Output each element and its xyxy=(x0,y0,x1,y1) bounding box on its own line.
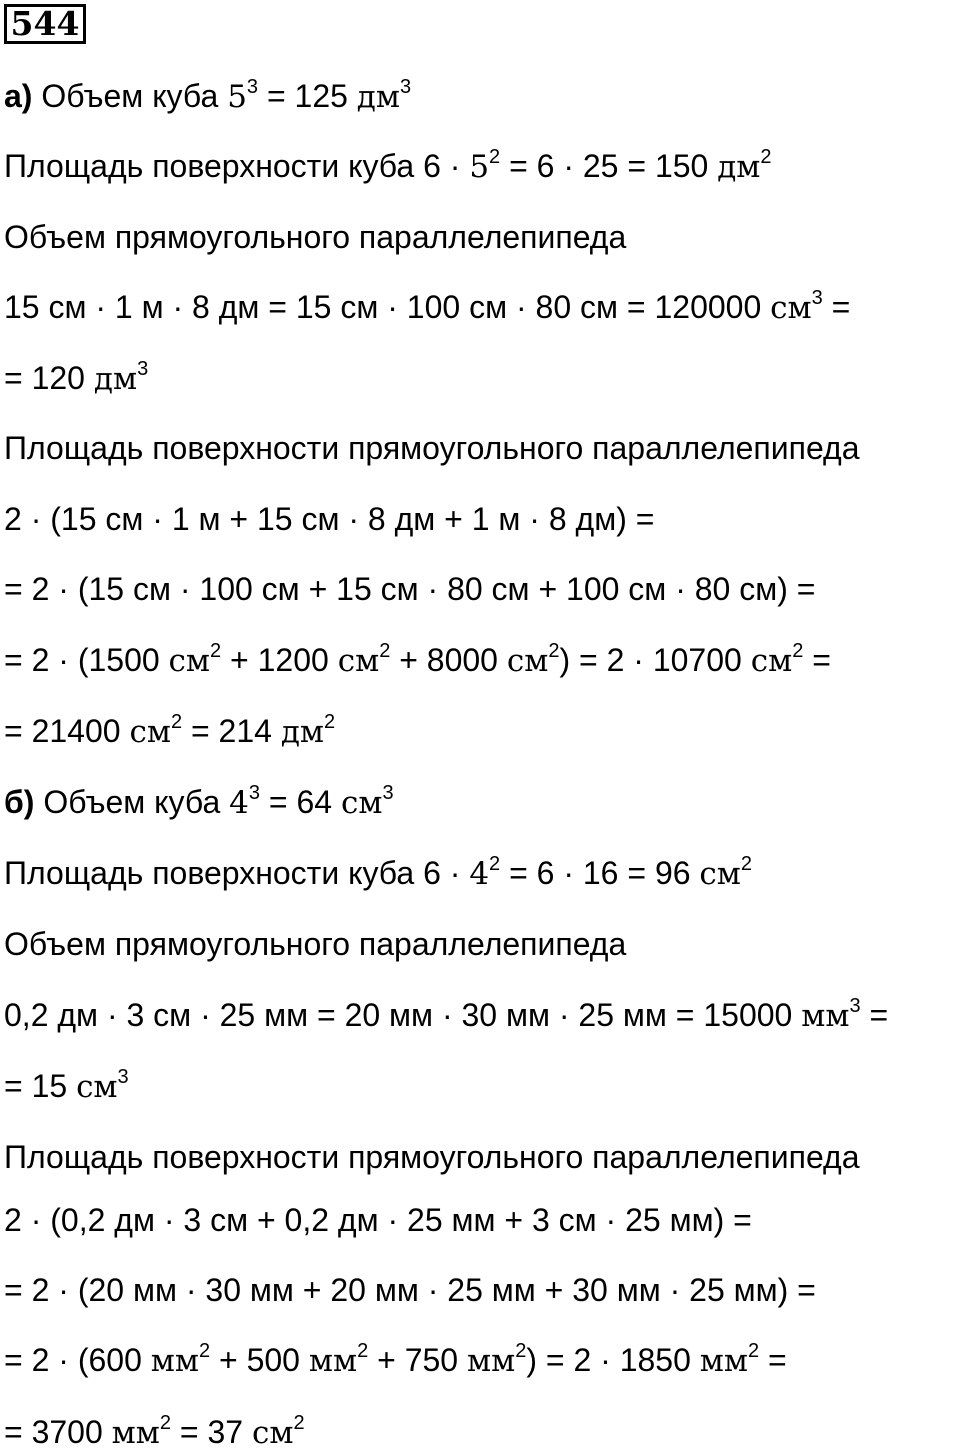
exponent: 2 xyxy=(740,853,753,875)
exponent: 2 xyxy=(357,1340,369,1362)
text: Объем куба xyxy=(43,784,230,820)
exponent: 3 xyxy=(117,1066,129,1088)
part-b-box-volume-line2 xyxy=(4,1066,129,1107)
math-base: 5 xyxy=(469,149,490,185)
text: = 64 xyxy=(260,784,341,820)
exponent: 2 xyxy=(489,146,501,168)
unit: мм xyxy=(801,998,850,1034)
text: = 2 · (600 xyxy=(4,1342,151,1378)
part-a-box-volume-line2 xyxy=(4,358,148,399)
exponent: 3 xyxy=(382,782,394,804)
text: = 6 · 25 = 150 xyxy=(500,148,718,184)
math-base: 4 xyxy=(469,856,490,892)
problem-number: 544 xyxy=(4,4,86,44)
text: = 6 · 16 = 96 xyxy=(500,855,700,891)
exponent: 2 xyxy=(379,640,391,662)
part-a-box-area-heading: Площадь поверхности прямоугольного параллелепипеда xyxy=(4,430,860,466)
part-b-box-volume-line1 xyxy=(4,995,888,1036)
exponent: 3 xyxy=(849,995,861,1017)
exponent: 3 xyxy=(811,287,823,309)
text: + 1200 xyxy=(221,642,338,678)
part-a-label: а) xyxy=(4,78,33,114)
exponent: 2 xyxy=(159,1412,172,1434)
text: = xyxy=(759,1342,787,1378)
text: = 125 xyxy=(258,78,357,114)
text: = 3700 xyxy=(4,1414,112,1450)
text: 15 см · 1 м · 8 дм = 15 см · 100 см · 80 см = 120000 xyxy=(4,289,771,325)
part-a-box-area-line1: 2 · (15 см · 1 м + 15 см · 8 дм + 1 м · 8 дм) = xyxy=(4,501,655,537)
unit: см xyxy=(699,856,741,892)
text: Площадь поверхности куба 6 · xyxy=(4,855,470,891)
exponent: 2 xyxy=(748,1340,760,1362)
unit: см xyxy=(76,1069,118,1105)
unit: мм xyxy=(699,1343,748,1379)
part-a-box-area-line4 xyxy=(4,711,335,752)
exponent: 2 xyxy=(210,640,222,662)
exponent: 2 xyxy=(293,1412,305,1434)
part-b-box-area-line3 xyxy=(4,1340,787,1381)
unit: см xyxy=(337,643,380,679)
exponent: 2 xyxy=(792,640,804,662)
exponent: 3 xyxy=(248,782,261,804)
part-a-box-area-line2: = 2 · (15 см · 100 см + 15 см · 80 см + 100 см · 80 см) = xyxy=(4,571,816,607)
text: = 2 · (1500 xyxy=(4,642,169,678)
exponent: 2 xyxy=(760,146,772,168)
part-a-box-volume-heading: Объем прямоугольного параллелепипеда xyxy=(4,219,627,255)
unit: см xyxy=(168,643,211,679)
unit: см xyxy=(506,643,549,679)
exponent: 3 xyxy=(246,76,259,98)
part-a-cube-area xyxy=(4,146,772,187)
text: = xyxy=(803,642,831,678)
part-b-box-area-line2: = 2 · (20 мм · 30 мм + 20 мм · 25 мм + 30 мм · 25 мм) = xyxy=(4,1272,816,1308)
unit: см xyxy=(770,290,812,326)
text: = xyxy=(822,289,851,325)
unit: мм xyxy=(466,1343,516,1379)
part-b-box-area-heading: Площадь поверхности прямоугольного параллелепипеда xyxy=(4,1139,860,1175)
math-base: 5 xyxy=(227,79,247,115)
text: + 750 xyxy=(368,1342,467,1378)
text: ) = 2 · 10700 xyxy=(559,642,751,678)
text: = 37 xyxy=(171,1414,252,1450)
unit: дм xyxy=(93,361,138,397)
text: = 15 xyxy=(4,1068,77,1104)
exponent: 2 xyxy=(170,711,183,733)
text: Объем куба xyxy=(41,78,228,114)
exponent: 2 xyxy=(489,853,501,875)
part-a-box-volume-line1 xyxy=(4,287,850,328)
text: ) = 2 · 1850 xyxy=(526,1342,700,1378)
exponent: 2 xyxy=(198,1340,211,1362)
part-a-box-area-line3 xyxy=(4,640,831,681)
exponent: 2 xyxy=(515,1340,527,1362)
exponent: 3 xyxy=(137,358,149,380)
exponent: 3 xyxy=(400,76,412,98)
part-a-cube-volume xyxy=(4,76,411,117)
unit: дм xyxy=(717,149,761,185)
part-b-cube-area xyxy=(4,853,752,894)
part-b-box-volume-heading: Объем прямоугольного параллелепипеда xyxy=(4,926,627,962)
unit: мм xyxy=(150,1343,199,1379)
unit: дм xyxy=(356,79,400,115)
part-b-cube-volume xyxy=(4,782,394,823)
part-b-box-area-line1: 2 · (0,2 дм · 3 см + 0,2 дм · 25 мм + 3 см · 25 мм) = xyxy=(4,1202,752,1238)
unit: см xyxy=(251,1415,294,1451)
math-base: 4 xyxy=(229,785,249,821)
unit: см xyxy=(340,785,383,821)
text: Площадь поверхности куба 6 · xyxy=(4,148,470,184)
unit: дм xyxy=(280,714,325,750)
text: + 500 xyxy=(210,1342,309,1378)
unit: мм xyxy=(308,1343,358,1379)
text: = 214 xyxy=(182,713,281,749)
text: = 21400 xyxy=(4,713,130,749)
unit: см xyxy=(129,714,171,750)
text: 0,2 дм · 3 см · 25 мм = 20 мм · 30 мм · 25 мм = 15000 xyxy=(4,997,802,1033)
unit: см xyxy=(750,643,793,679)
part-b-label: б) xyxy=(4,784,35,820)
text: + 8000 xyxy=(390,642,507,678)
text: = xyxy=(860,997,889,1033)
exponent: 2 xyxy=(548,640,560,662)
exponent: 2 xyxy=(324,711,336,733)
unit: мм xyxy=(111,1415,160,1451)
text: = 120 xyxy=(4,360,94,396)
